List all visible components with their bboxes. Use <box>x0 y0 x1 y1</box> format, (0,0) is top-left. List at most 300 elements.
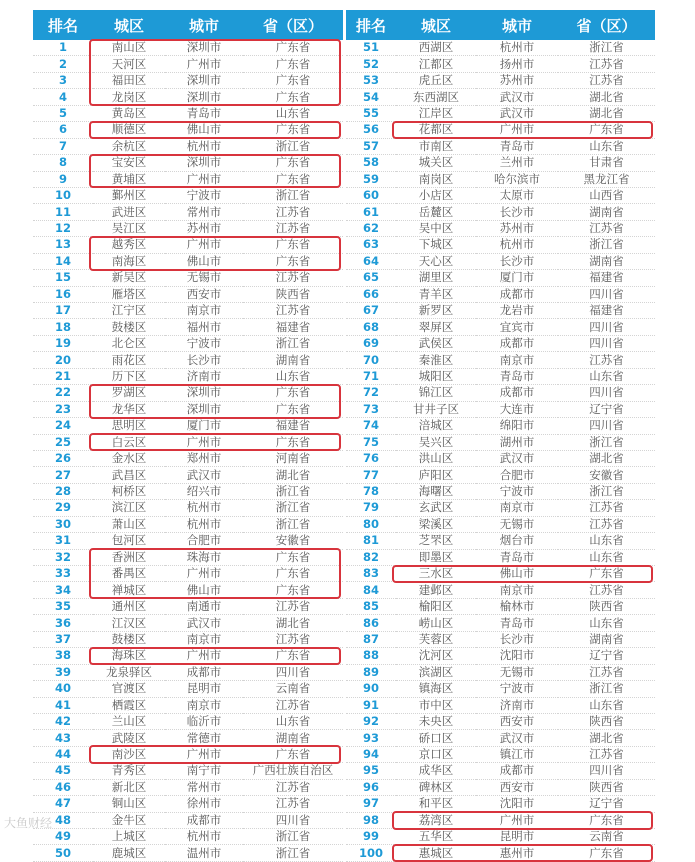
province-cell: 浙江省 <box>243 187 343 203</box>
header-rank: 排名 <box>346 10 396 40</box>
rank-cell: 30 <box>33 516 93 532</box>
table-row <box>33 155 343 171</box>
rank-cell: 17 <box>33 303 93 319</box>
rank-cell: 84 <box>346 582 396 598</box>
city-cell: 徐州市 <box>165 796 243 812</box>
city-cell: 西安市 <box>476 713 558 729</box>
table-row <box>346 796 655 812</box>
rank-cell: 76 <box>346 450 396 466</box>
rank-cell: 7 <box>33 138 93 154</box>
city-cell: 成都市 <box>476 385 558 401</box>
city-cell: 青岛市 <box>476 549 558 565</box>
table-row <box>33 598 343 614</box>
district-cell: 顺德区 <box>93 122 165 138</box>
city-cell: 沈阳市 <box>476 648 558 664</box>
table-row <box>346 155 655 171</box>
rank-cell: 33 <box>33 566 93 582</box>
district-cell: 花都区 <box>396 122 476 138</box>
province-cell: 浙江省 <box>243 500 343 516</box>
table-row <box>346 763 655 779</box>
province-cell: 广东省 <box>243 549 343 565</box>
header-city: 城市 <box>165 10 243 40</box>
table-row <box>346 220 655 236</box>
rank-cell: 40 <box>33 681 93 697</box>
province-cell: 湖北省 <box>243 467 343 483</box>
district-cell: 市中区 <box>396 697 476 713</box>
province-cell: 广东省 <box>243 648 343 664</box>
table-header-row <box>33 10 343 40</box>
district-cell: 建邺区 <box>396 582 476 598</box>
rank-cell: 51 <box>346 40 396 56</box>
rank-cell: 31 <box>33 533 93 549</box>
table-row <box>346 779 655 795</box>
province-cell: 江苏省 <box>558 516 655 532</box>
rank-cell: 2 <box>33 56 93 72</box>
table-row <box>33 187 343 203</box>
district-cell: 翠屏区 <box>396 319 476 335</box>
table-row <box>33 582 343 598</box>
province-cell: 湖北省 <box>558 730 655 746</box>
district-cell: 官渡区 <box>93 681 165 697</box>
rank-cell: 21 <box>33 368 93 384</box>
province-cell: 广东省 <box>243 253 343 269</box>
province-cell: 广东省 <box>243 40 343 56</box>
rank-cell: 22 <box>33 385 93 401</box>
rank-cell: 78 <box>346 483 396 499</box>
district-cell: 雁塔区 <box>93 286 165 302</box>
district-cell: 越秀区 <box>93 237 165 253</box>
rank-cell: 92 <box>346 713 396 729</box>
table-row <box>346 746 655 762</box>
rank-cell: 88 <box>346 648 396 664</box>
city-cell: 太原市 <box>476 187 558 203</box>
ranking-table-left <box>33 10 343 862</box>
province-cell: 湖南省 <box>243 730 343 746</box>
district-cell: 吴兴区 <box>396 434 476 450</box>
table-row <box>33 829 343 845</box>
table-row <box>33 319 343 335</box>
district-cell: 上城区 <box>93 829 165 845</box>
table-row <box>33 237 343 253</box>
rank-cell: 94 <box>346 746 396 762</box>
city-cell: 苏州市 <box>476 220 558 236</box>
city-cell: 武汉市 <box>476 89 558 105</box>
province-cell: 浙江省 <box>243 845 343 861</box>
rank-cell: 11 <box>33 204 93 220</box>
rank-cell: 38 <box>33 648 93 664</box>
province-cell: 浙江省 <box>558 434 655 450</box>
district-cell: 新吴区 <box>93 270 165 286</box>
province-cell: 江苏省 <box>558 500 655 516</box>
table-row <box>346 418 655 434</box>
city-cell: 无锡市 <box>476 516 558 532</box>
rank-cell: 71 <box>346 368 396 384</box>
rank-cell: 58 <box>346 155 396 171</box>
city-cell: 深圳市 <box>165 155 243 171</box>
table-row <box>33 368 343 384</box>
table-row <box>346 483 655 499</box>
district-cell: 滨湖区 <box>396 664 476 680</box>
table-row <box>346 434 655 450</box>
district-cell: 禅城区 <box>93 582 165 598</box>
district-cell: 即墨区 <box>396 549 476 565</box>
province-cell: 山东省 <box>558 697 655 713</box>
rank-cell: 70 <box>346 352 396 368</box>
district-cell: 镇海区 <box>396 681 476 697</box>
city-cell: 广州市 <box>165 746 243 762</box>
province-cell: 四川省 <box>243 664 343 680</box>
city-cell: 广州市 <box>165 648 243 664</box>
city-cell: 武汉市 <box>476 730 558 746</box>
city-cell: 佛山市 <box>165 582 243 598</box>
city-cell: 无锡市 <box>165 270 243 286</box>
city-cell: 苏州市 <box>476 72 558 88</box>
district-cell: 东西湖区 <box>396 89 476 105</box>
table-row <box>33 253 343 269</box>
province-cell: 广东省 <box>243 582 343 598</box>
district-cell: 庐阳区 <box>396 467 476 483</box>
rank-cell: 59 <box>346 171 396 187</box>
city-cell: 济南市 <box>476 697 558 713</box>
rank-cell: 74 <box>346 418 396 434</box>
province-cell: 江苏省 <box>558 56 655 72</box>
rank-cell: 37 <box>33 631 93 647</box>
city-cell: 深圳市 <box>165 72 243 88</box>
city-cell: 长沙市 <box>476 204 558 220</box>
rank-cell: 55 <box>346 105 396 121</box>
table-row <box>346 56 655 72</box>
district-cell: 芝罘区 <box>396 533 476 549</box>
table-row <box>33 664 343 680</box>
district-cell: 南山区 <box>93 40 165 56</box>
province-cell: 广东省 <box>243 155 343 171</box>
table-row <box>346 72 655 88</box>
province-cell: 江苏省 <box>558 746 655 762</box>
city-cell: 杭州市 <box>476 237 558 253</box>
district-cell: 和平区 <box>396 796 476 812</box>
district-cell: 番禺区 <box>93 566 165 582</box>
table-row <box>346 566 655 582</box>
table-row <box>33 730 343 746</box>
district-cell: 未央区 <box>396 713 476 729</box>
district-cell: 武进区 <box>93 204 165 220</box>
city-cell: 大连市 <box>476 401 558 417</box>
province-cell: 江苏省 <box>243 220 343 236</box>
city-cell: 宁波市 <box>165 187 243 203</box>
province-cell: 辽宁省 <box>558 796 655 812</box>
rank-cell: 27 <box>33 467 93 483</box>
province-cell: 福建省 <box>558 270 655 286</box>
rank-cell: 1 <box>33 40 93 56</box>
header-province: 省（区） <box>558 10 655 40</box>
table-row <box>346 352 655 368</box>
city-cell: 合肥市 <box>165 533 243 549</box>
city-cell: 厦门市 <box>165 418 243 434</box>
table-row <box>346 697 655 713</box>
table-row <box>346 40 655 56</box>
table-row <box>346 335 655 351</box>
province-cell: 山东省 <box>558 138 655 154</box>
district-cell: 天河区 <box>93 56 165 72</box>
rank-cell: 49 <box>33 829 93 845</box>
district-cell: 历下区 <box>93 368 165 384</box>
district-cell: 雨花区 <box>93 352 165 368</box>
province-cell: 广东省 <box>243 89 343 105</box>
district-cell: 玄武区 <box>396 500 476 516</box>
district-cell: 新北区 <box>93 779 165 795</box>
city-cell: 广州市 <box>476 812 558 828</box>
city-cell: 佛山市 <box>165 253 243 269</box>
table-row <box>346 500 655 516</box>
city-cell: 南京市 <box>476 500 558 516</box>
province-cell: 四川省 <box>558 418 655 434</box>
rank-cell: 89 <box>346 664 396 680</box>
rank-cell: 93 <box>346 730 396 746</box>
table-row <box>346 319 655 335</box>
rank-cell: 100 <box>346 845 396 861</box>
city-cell: 常州市 <box>165 204 243 220</box>
city-cell: 湖州市 <box>476 434 558 450</box>
rank-cell: 91 <box>346 697 396 713</box>
district-cell: 南岗区 <box>396 171 476 187</box>
table-row <box>33 303 343 319</box>
table-row <box>346 845 655 861</box>
rank-cell: 29 <box>33 500 93 516</box>
district-cell: 包河区 <box>93 533 165 549</box>
table-row <box>346 187 655 203</box>
table-row <box>33 220 343 236</box>
district-cell: 南沙区 <box>93 746 165 762</box>
table-row <box>346 385 655 401</box>
rank-cell: 83 <box>346 566 396 582</box>
province-cell: 浙江省 <box>243 516 343 532</box>
city-cell: 南京市 <box>165 303 243 319</box>
rank-cell: 54 <box>346 89 396 105</box>
table-row <box>33 286 343 302</box>
province-cell: 湖北省 <box>558 105 655 121</box>
city-cell: 常德市 <box>165 730 243 746</box>
city-cell: 杭州市 <box>476 40 558 56</box>
table-row <box>346 204 655 220</box>
province-cell: 湖南省 <box>558 253 655 269</box>
city-cell: 南通市 <box>165 598 243 614</box>
city-cell: 厦门市 <box>476 270 558 286</box>
province-cell: 湖南省 <box>558 204 655 220</box>
province-cell: 辽宁省 <box>558 401 655 417</box>
table-row <box>33 467 343 483</box>
district-cell: 惠城区 <box>396 845 476 861</box>
table-row <box>346 368 655 384</box>
city-cell: 南京市 <box>165 697 243 713</box>
city-cell: 扬州市 <box>476 56 558 72</box>
city-cell: 武汉市 <box>165 615 243 631</box>
province-cell: 四川省 <box>558 763 655 779</box>
rank-cell: 3 <box>33 72 93 88</box>
district-cell: 鄞州区 <box>93 187 165 203</box>
province-cell: 广东省 <box>558 812 655 828</box>
province-cell: 广东省 <box>243 122 343 138</box>
province-cell: 广东省 <box>243 401 343 417</box>
province-cell: 福建省 <box>243 418 343 434</box>
province-cell: 山东省 <box>243 368 343 384</box>
district-cell: 江汉区 <box>93 615 165 631</box>
table-row <box>33 171 343 187</box>
province-cell: 湖南省 <box>558 631 655 647</box>
rank-cell: 86 <box>346 615 396 631</box>
province-cell: 广东省 <box>243 746 343 762</box>
province-cell: 浙江省 <box>243 829 343 845</box>
table-row <box>346 138 655 154</box>
rank-cell: 18 <box>33 319 93 335</box>
district-cell: 武昌区 <box>93 467 165 483</box>
district-cell: 市南区 <box>396 138 476 154</box>
table-row <box>33 845 343 861</box>
city-cell: 武汉市 <box>476 450 558 466</box>
header-province: 省（区） <box>243 10 343 40</box>
province-cell: 四川省 <box>243 812 343 828</box>
province-cell: 辽宁省 <box>558 648 655 664</box>
district-cell: 海曙区 <box>396 483 476 499</box>
table-row <box>33 122 343 138</box>
table-row <box>33 697 343 713</box>
city-cell: 杭州市 <box>165 500 243 516</box>
rank-cell: 90 <box>346 681 396 697</box>
table-row <box>33 713 343 729</box>
province-cell: 云南省 <box>558 829 655 845</box>
rank-cell: 26 <box>33 450 93 466</box>
table-row <box>346 89 655 105</box>
province-cell: 四川省 <box>558 286 655 302</box>
province-cell: 广东省 <box>243 566 343 582</box>
table-row <box>33 615 343 631</box>
province-cell: 广东省 <box>243 171 343 187</box>
table-row <box>346 450 655 466</box>
district-cell: 鹿城区 <box>93 845 165 861</box>
rank-cell: 81 <box>346 533 396 549</box>
district-cell: 南海区 <box>93 253 165 269</box>
table-row <box>346 171 655 187</box>
city-cell: 南京市 <box>476 352 558 368</box>
city-cell: 武汉市 <box>476 105 558 121</box>
city-cell: 广州市 <box>165 56 243 72</box>
city-cell: 深圳市 <box>165 385 243 401</box>
table-row <box>346 549 655 565</box>
province-cell: 广东省 <box>243 56 343 72</box>
district-cell: 海珠区 <box>93 648 165 664</box>
table-row <box>33 566 343 582</box>
district-cell: 梁溪区 <box>396 516 476 532</box>
district-cell: 秦淮区 <box>396 352 476 368</box>
rank-cell: 63 <box>346 237 396 253</box>
district-cell: 城关区 <box>396 155 476 171</box>
district-cell: 福田区 <box>93 72 165 88</box>
district-cell: 虎丘区 <box>396 72 476 88</box>
rank-cell: 39 <box>33 664 93 680</box>
province-cell: 湖北省 <box>558 89 655 105</box>
province-cell: 江苏省 <box>243 631 343 647</box>
rank-cell: 42 <box>33 713 93 729</box>
city-cell: 广州市 <box>165 434 243 450</box>
table-row <box>33 500 343 516</box>
header-district: 城区 <box>93 10 165 40</box>
table-row <box>33 631 343 647</box>
rank-cell: 45 <box>33 763 93 779</box>
city-cell: 温州市 <box>165 845 243 861</box>
city-cell: 合肥市 <box>476 467 558 483</box>
district-cell: 京口区 <box>396 746 476 762</box>
table-row <box>346 713 655 729</box>
district-cell: 香洲区 <box>93 549 165 565</box>
province-cell: 浙江省 <box>243 483 343 499</box>
district-cell: 滨江区 <box>93 500 165 516</box>
city-cell: 榆林市 <box>476 598 558 614</box>
district-cell: 鼓楼区 <box>93 319 165 335</box>
rank-cell: 87 <box>346 631 396 647</box>
city-cell: 昆明市 <box>165 681 243 697</box>
city-cell: 南宁市 <box>165 763 243 779</box>
city-cell: 哈尔滨市 <box>476 171 558 187</box>
table-row <box>346 631 655 647</box>
district-cell: 锦江区 <box>396 385 476 401</box>
district-cell: 岳麓区 <box>396 204 476 220</box>
province-cell: 四川省 <box>558 319 655 335</box>
table-row <box>346 615 655 631</box>
rank-cell: 65 <box>346 270 396 286</box>
district-cell: 思明区 <box>93 418 165 434</box>
district-cell: 洪山区 <box>396 450 476 466</box>
province-cell: 江苏省 <box>243 270 343 286</box>
table-row <box>346 681 655 697</box>
table-row <box>33 533 343 549</box>
city-cell: 绵阳市 <box>476 418 558 434</box>
city-cell: 西安市 <box>165 286 243 302</box>
city-cell: 无锡市 <box>476 664 558 680</box>
rank-cell: 47 <box>33 796 93 812</box>
rank-cell: 23 <box>33 401 93 417</box>
city-cell: 青岛市 <box>476 138 558 154</box>
rank-cell: 10 <box>33 187 93 203</box>
rank-cell: 9 <box>33 171 93 187</box>
district-cell: 北仑区 <box>93 335 165 351</box>
province-cell: 陕西省 <box>243 286 343 302</box>
province-cell: 江苏省 <box>558 582 655 598</box>
table-row <box>33 40 343 56</box>
table-row <box>346 730 655 746</box>
table-row <box>346 598 655 614</box>
city-cell: 苏州市 <box>165 220 243 236</box>
city-cell: 昆明市 <box>476 829 558 845</box>
district-cell: 天心区 <box>396 253 476 269</box>
province-cell: 广东省 <box>558 845 655 861</box>
table-row <box>33 434 343 450</box>
province-cell: 江苏省 <box>558 220 655 236</box>
province-cell: 湖北省 <box>243 615 343 631</box>
district-cell: 新罗区 <box>396 303 476 319</box>
rank-cell: 28 <box>33 483 93 499</box>
rank-cell: 4 <box>33 89 93 105</box>
district-cell: 金水区 <box>93 450 165 466</box>
district-cell: 武陵区 <box>93 730 165 746</box>
city-cell: 兰州市 <box>476 155 558 171</box>
province-cell: 浙江省 <box>243 335 343 351</box>
header-rank: 排名 <box>33 10 93 40</box>
city-cell: 杭州市 <box>165 829 243 845</box>
rank-cell: 36 <box>33 615 93 631</box>
table-row <box>33 450 343 466</box>
rank-cell: 64 <box>346 253 396 269</box>
province-cell: 江苏省 <box>558 664 655 680</box>
province-cell: 四川省 <box>558 385 655 401</box>
